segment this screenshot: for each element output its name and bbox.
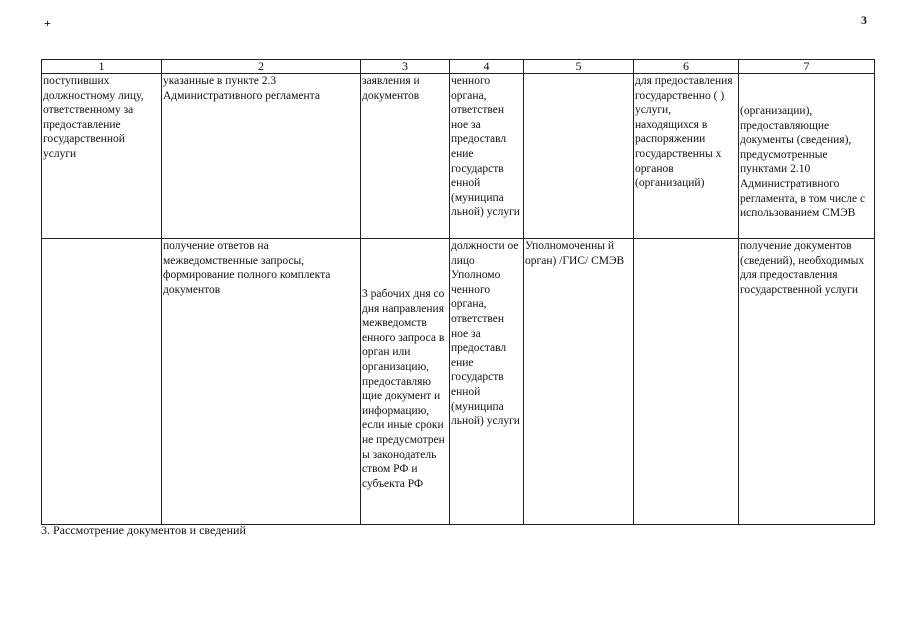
plus-mark: +	[44, 16, 51, 30]
table-cell: для предоставления государственно ( ) услуги, находящихся в распоряжении государственны х органов (организаций)	[634, 74, 739, 239]
table-cell: (организации), предоставляющие документы (сведения), предусмотренные пунктами 2.10 Административного регламента, в том числе с использованием СМЭВ	[739, 74, 875, 239]
column-header: 1	[42, 60, 162, 74]
table-cell: заявления и документов	[361, 74, 450, 239]
table-row	[42, 239, 875, 525]
page-number: 3	[861, 13, 867, 27]
table-cell: получение документов (сведений), необходимых для предоставления государственной услуги	[739, 239, 875, 525]
table-cell: поступивших должностному лицу, ответственному за предоставление государственной услуги	[42, 74, 162, 239]
table-header-row	[42, 60, 875, 74]
table-row	[42, 74, 875, 239]
table-cell: Уполномоченны й орган) /ГИС/ СМЭВ	[524, 239, 634, 525]
column-header: 6	[634, 60, 739, 74]
column-header: 7	[739, 60, 875, 74]
column-header: 5	[524, 60, 634, 74]
table-cell: должности ое лицо Уполномо ченного органа, ответствен ное за предоставл ение государств енной (муниципа льной) услуги	[450, 239, 524, 525]
table-cell	[524, 74, 634, 239]
table-cell: получение ответов на межведомственные запросы, формирование полного комплекта документов	[162, 239, 361, 525]
column-header: 4	[450, 60, 524, 74]
procedure-table	[41, 59, 875, 525]
table-cell: 3 рабочих дня со дня направления межведомств енного запроса в орган или организацию, предоставляю щие документ и информацию, если иные сроки не предусмотрен ы законодатель ством РФ и субъекта РФ	[361, 239, 450, 525]
table-cell: ченного органа, ответствен ное за предоставл ение государств енной (муниципа льной) услуги	[450, 74, 524, 239]
table-cell: указанные в пункте 2.3 Административного регламента	[162, 74, 361, 239]
column-header: 3	[361, 60, 450, 74]
table-cell	[634, 239, 739, 525]
section-heading: 3. Рассмотрение документов и сведений	[41, 523, 246, 537]
column-header: 2	[162, 60, 361, 74]
table-cell	[42, 239, 162, 525]
